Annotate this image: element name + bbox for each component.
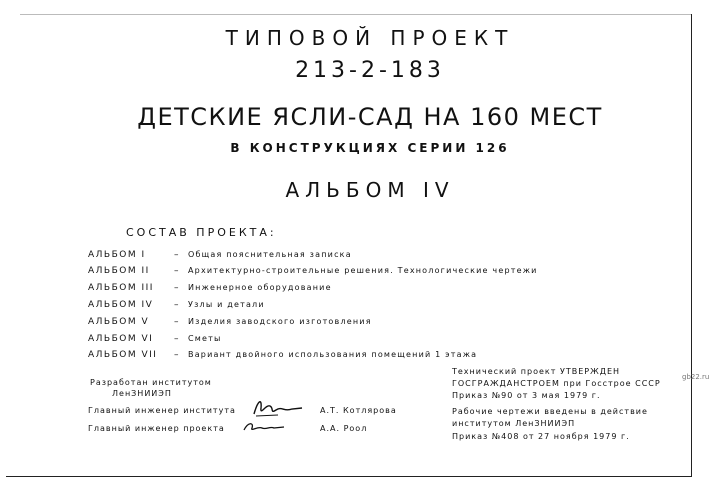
album-dash: –	[174, 250, 179, 260]
approval-line-5: институтом ЛенЗНИИЭП	[452, 419, 576, 428]
album-name: АЛЬБОМ III	[88, 283, 154, 293]
album-dash: –	[174, 350, 179, 360]
album-name: АЛЬБОМ II	[88, 266, 150, 276]
album-description: Узлы и детали	[188, 300, 265, 309]
album-description: Архитектурно-строительные решения. Технологические чертежи	[188, 266, 538, 275]
album-dash: –	[174, 300, 179, 310]
construction-series: В КОНСТРУКЦИЯХ СЕРИИ 126	[230, 141, 510, 155]
title-typical-project: ТИПОВОЙ ПРОЕКТ	[225, 26, 515, 50]
frame-bottom-border	[6, 476, 692, 477]
watermark-text: gb22.ru	[682, 373, 710, 381]
album-description: Общая пояснительная записка	[188, 250, 352, 259]
album-name: АЛЬБОМ I	[88, 250, 146, 260]
approval-line-6: Приказ №408 от 27 ноября 1979 г.	[452, 432, 630, 441]
frame-right-border	[691, 14, 692, 476]
album-dash: –	[174, 266, 179, 276]
frame-top-border	[20, 14, 692, 15]
approval-line-2: ГОСГРАЖДАНСТРОЕМ при Госстрое СССР	[452, 379, 661, 388]
composition-heading: СОСТАВ ПРОЕКТА:	[126, 226, 277, 239]
album-name: АЛЬБОМ VII	[88, 350, 158, 360]
approval-line-1: Технический проект УТВЕРЖДЕН	[452, 367, 621, 376]
approval-line-4: Рабочие чертежи введены в действие	[452, 407, 648, 416]
album-name: АЛЬБОМ VI	[88, 334, 154, 344]
album-description: Вариант двойного использования помещений 1 этажа	[188, 350, 478, 359]
chief-engineer-label: Главный инженер института	[88, 406, 236, 415]
album-name: АЛЬБОМ IV	[88, 300, 154, 310]
project-engineer-name: А.А. Роол	[320, 424, 368, 433]
album-description: Сметы	[188, 334, 222, 343]
project-number: 213-2-183	[295, 58, 445, 83]
album-name: АЛЬБОМ V	[88, 317, 150, 327]
album-dash: –	[174, 283, 179, 293]
album-description: Изделия заводского изготовления	[188, 317, 372, 326]
developer-institute: ЛенЗНИИЭП	[112, 389, 172, 398]
main-title: ДЕТСКИЕ ЯСЛИ-САД НА 160 МЕСТ	[137, 103, 603, 131]
chief-engineer-name: А.Т. Котлярова	[320, 406, 397, 415]
album-description: Инженерное оборудование	[188, 283, 332, 292]
project-engineer-signature	[240, 418, 288, 436]
album-dash: –	[174, 317, 179, 327]
album-title: АЛЬБОМ IV	[285, 178, 455, 202]
chief-engineer-signature	[248, 396, 308, 420]
approval-line-3: Приказ №90 от 3 мая 1979 г.	[452, 391, 601, 400]
album-dash: –	[174, 334, 179, 344]
project-engineer-label: Главный инженер проекта	[88, 424, 225, 433]
developer-label: Разработан институтом	[90, 378, 212, 387]
